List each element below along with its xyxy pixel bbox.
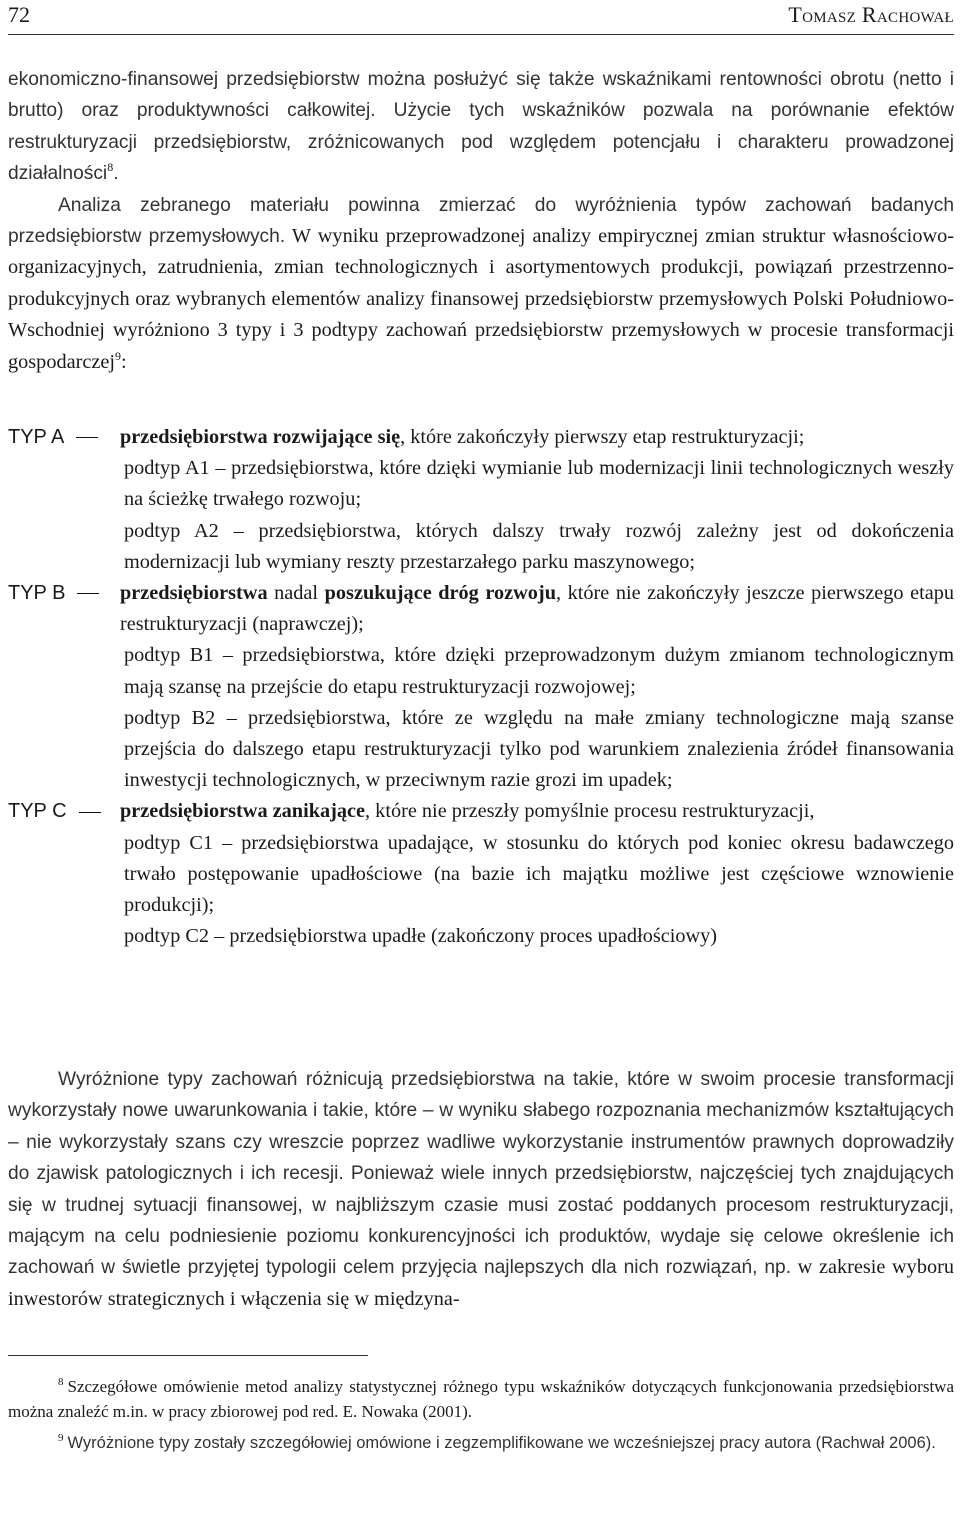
intro-p2-end: : [121,350,127,373]
footnote-9-text: Wyróżnione typy zostały szczegółowiej omówione i zegzemplifikowane we wcześniejszej pracy autora (Rachwał 2006). [67,1434,936,1452]
footnote-9-mark: 9 [58,1432,64,1445]
footnote-8-text: Szczegółowe omówienie metod analizy statystycznej różnego typu wskaźników dotyczących funkcjonowania przedsiębiorstwa można znaleźć m.in. w pracy zbiorowej pod red. E. Nowaka (2001). [8,1377,954,1421]
intro-p2-sans: Analiza zebranego materiału powinna zmierzać do wyróżnienia typów zachowań badanych przedsiębiorstw przemysłowych. [8,194,954,248]
footnote-divider [8,1355,368,1356]
type-b-text: , które nie zakończyły jeszcze pierwszego etapu restrukturyzacji (naprawczej); [120,582,954,636]
type-b-mid: nadal [267,582,325,605]
type-a-label [8,422,120,453]
type-c-label [8,796,120,827]
type-a-label-text: TYP A [8,426,65,448]
closing-serif: Wyróżnione typy zachowań różnicują przedsiębiorstwa na takie, które w swoim procesie transformacji wykorzystały nowe uwarunkowania i takie, które – w wyniku słabego rozpoznania mechanizmów kształtujących – nie wykorzystały szans czy wreszcie poprzez wadliwe wykorzystanie instrumentów prawnych doprowadziły do zjawisk patologicznych i ich recesji. [8,1069,954,1185]
footnote-8 [8,1374,954,1424]
intro-p2-serif: W wyniku przeprowadzonej analizy empirycznej zmian struktur własnościowo-organizacyjnych, zatrudnienia, zmian technologicznych i asortymentowych produkcji, powiązań przestrzenno-produkcyjnych oraz wybranych elementów analizy finansowej przedsiębiorstw przemysłowych Polski Południowo-Wschodniej wyróżniono 3 typy i 3 podtypy zachowań przedsiębiorstw przemysłowych w procesie transformacji gospodarczej [8,225,955,373]
intro-section [8,64,954,378]
footnote-ref-9[interactable]: 9 [115,348,121,363]
subtype-c2: podtyp C2 – przedsiębiorstwa upadłe (zakończony proces upadłościowy) [124,925,718,948]
subtype-c1: podtyp C1 – przedsiębiorstwa upadające, w stosunku do których pod koniec okresu badawczego trwało postępowanie upadłościowe (na bazie ich majątku możliwe jest częściowe wznowienie produkcji); [124,831,954,917]
subtype-a2: podtyp A2 – przedsiębiorstwa, których dalszy trwały rozwój zależny jest od dokończenia modernizacji lub wymiany reszty przestarzałego parku maszynowego; [124,519,954,573]
intro-paragraph-1 [8,64,954,190]
subtype-a1: podtyp A1 – przedsiębiorstwa, które dzięki wymianie lub modernizacji linii technologicznych weszły na ścieżkę trwałego rozwoju; [124,457,954,511]
closing-paragraph-text [8,1064,954,1315]
type-b-bold-1: przedsiębiorstwa [120,582,268,605]
subtype-b1: podtyp B1 – przedsiębiorstwa, które dzięki przeprowadzonym dużym zmianom technologicznym mają szansę na przejście do etapu restrukturyzacji rozwojowej; [124,644,954,698]
intro-paragraph-2 [8,190,954,378]
type-b [8,578,954,640]
type-c-label-text: TYP C [8,800,67,823]
dash-mark [76,437,98,438]
dash-mark [79,812,101,813]
type-a-text: , które zakończyły pierwszy etap restrukturyzacji; [400,426,805,448]
type-c-text: , które nie przeszły pomyślnie procesu restrukturyzacji, [365,800,815,823]
dash-mark [77,593,99,594]
type-b-label-text: TYP B [8,582,66,605]
closing-serif-2: w zakresie wyboru inwestorów strategicznych i włączenia się w międzyna- [8,1256,954,1310]
typology-list [8,422,954,952]
page-header [8,0,954,35]
type-c-bold: przedsiębiorstwa zanikające [120,800,366,823]
type-c [8,796,954,827]
type-b-label [8,578,120,609]
footnote-9 [8,1430,954,1456]
closing-sans: Ponieważ wiele innych przedsiębiorstw, najczęściej tych znajdujących się w trudnej sytuacji finansowej, w najbliższym czasie musi zostać poddanych procesom restrukturyzacji, mającym na celu podniesienie poziomu konkurencyjności ich produktów, wydaje się celowe określenie ich zachowań w świetle przyjętej typologii celem przyjęcia najlepszych dla nich rozwiązań, np. [8,1163,954,1279]
type-a-bold: przedsiębiorstwa rozwijające się [120,426,401,448]
footnotes [8,1374,954,1462]
page-number: 72 [8,2,30,27]
subtype-b2: podtyp B2 – przedsiębiorstwa, które ze względu na małe zmiany technologiczne mają szanse przejścia do dalszego etapu restrukturyzacji tylko pod warunkiem znalezienia źródeł finansowania inwestycji technologicznych, w przeciwnym razie grozi im upadek; [124,706,954,792]
intro-p1-end: . [113,163,119,185]
footnote-8-mark: 8 [58,1376,64,1389]
running-head: Tomasz Rachował [788,2,954,27]
intro-p1-text: ekonomiczno-finansowej przedsiębiorstw można posłużyć się także wskaźnikami rentowności obrotu (netto i brutto) oraz produktywności całkowitej. Użycie tych wskaźników pozwala na porównanie efektów restrukturyzacji przedsiębiorstw, zróżnicowanych pod względem potencjału i charakteru prowadzonej działalności [8,69,954,185]
closing-paragraph [8,1064,954,1315]
type-b-bold-2: poszukujące dróg rozwoju [324,582,556,605]
type-a [8,422,954,453]
footnote-ref-8[interactable]: 8 [107,160,114,175]
